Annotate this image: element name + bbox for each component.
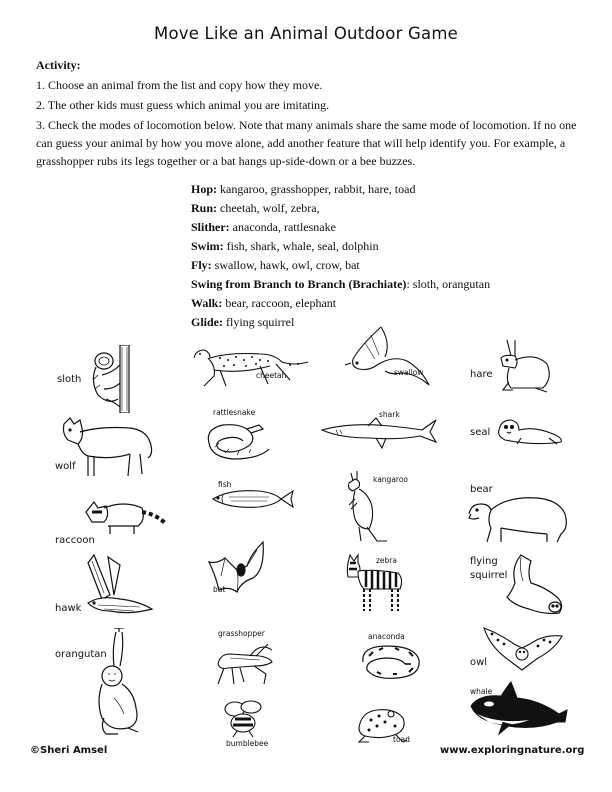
- label-orangutan: orangutan: [55, 649, 107, 660]
- label-sloth: sloth: [57, 374, 82, 385]
- label-flying: flying: [470, 556, 498, 567]
- grasshopper-illustration: [210, 640, 276, 686]
- label-shark: shark: [379, 410, 400, 419]
- label-seal: seal: [470, 427, 491, 438]
- mode-brachiate: Swing from Branch to Branch (Brachiate): sloth, orangutan: [191, 277, 491, 291]
- label-kangaroo: kangaroo: [373, 475, 409, 484]
- anaconda-illustration: [357, 642, 423, 682]
- activity-heading: Activity:: [36, 58, 81, 72]
- label-anaconda: anaconda: [368, 632, 405, 641]
- copyright-text: ©Sheri Amsel: [30, 745, 108, 756]
- sloth-illustration: [82, 345, 142, 413]
- hawk-illustration: [80, 553, 155, 618]
- activity-step-1: 1. Choose an animal from the list and copy how they move.: [36, 78, 323, 92]
- hare-illustration: [495, 338, 555, 394]
- shark-illustration: [320, 416, 438, 452]
- label-fish: fish: [218, 480, 232, 489]
- label-zebra: zebra: [376, 556, 397, 565]
- label-hawk: hawk: [55, 603, 82, 614]
- mode-run: Run: cheetah, wolf, zebra,: [191, 201, 320, 215]
- mode-slither: Slither: anaconda, rattlesnake: [191, 220, 336, 234]
- label-rattlesnake: rattlesnake: [213, 408, 256, 417]
- label-whale: whale: [470, 687, 493, 696]
- page-title: Move Like an Animal Outdoor Game: [154, 24, 458, 43]
- website-link[interactable]: www.exploringnature.org: [440, 745, 585, 756]
- cheetah-illustration: [190, 344, 312, 390]
- activity-section: [36, 56, 584, 172]
- mode-glide: Glide: flying squirrel: [191, 315, 295, 329]
- mode-swim: Swim: fish, shark, whale, seal, dolphin: [191, 239, 379, 253]
- activity-step-2: 2. The other kids must guess which animal you are imitating.: [36, 98, 330, 112]
- fish-illustration: [209, 487, 295, 511]
- locomotion-modes-list: [191, 180, 591, 332]
- bear-illustration: [467, 490, 571, 544]
- bumblebee-illustration: [221, 699, 271, 739]
- raccoon-illustration: [84, 496, 168, 536]
- label-bat: bat: [213, 585, 226, 594]
- mode-walk: Walk: bear, raccoon, elephant: [191, 296, 337, 310]
- owl-illustration: [480, 624, 564, 672]
- label-squirrel: squirrel: [470, 570, 508, 581]
- mode-hop: Hop: kangaroo, grasshopper, rabbit, hare, toad: [191, 182, 416, 196]
- label-raccoon: raccoon: [55, 535, 95, 546]
- activity-step-3: 3. Check the modes of locomotion below. Note that many animals share the same mode of locomotion. If no one can guess your animal by how you move alone, add another feature that will help identify you. For example, a grasshopper rubs its legs together or a bat hangs up-side-down or a bee buzzes.: [36, 118, 577, 168]
- flying-squirrel-illustration: [505, 553, 567, 617]
- label-hare: hare: [470, 369, 493, 380]
- label-bear: bear: [470, 484, 493, 495]
- label-wolf: wolf: [55, 461, 76, 472]
- label-toad: toad: [393, 735, 410, 744]
- swallow-illustration: [341, 325, 433, 387]
- label-owl: owl: [470, 657, 488, 668]
- label-swallow: swallow: [394, 368, 424, 377]
- label-grasshopper: grasshopper: [218, 629, 265, 638]
- orangutan-illustration: [94, 628, 146, 736]
- label-bumblebee: bumblebee: [226, 739, 269, 748]
- mode-fly: Fly: swallow, hawk, owl, crow, bat: [191, 258, 360, 272]
- seal-illustration: [495, 416, 565, 446]
- rattlesnake-illustration: [203, 419, 273, 461]
- whale-illustration: [469, 680, 569, 736]
- label-cheetah: cheetah: [256, 371, 287, 380]
